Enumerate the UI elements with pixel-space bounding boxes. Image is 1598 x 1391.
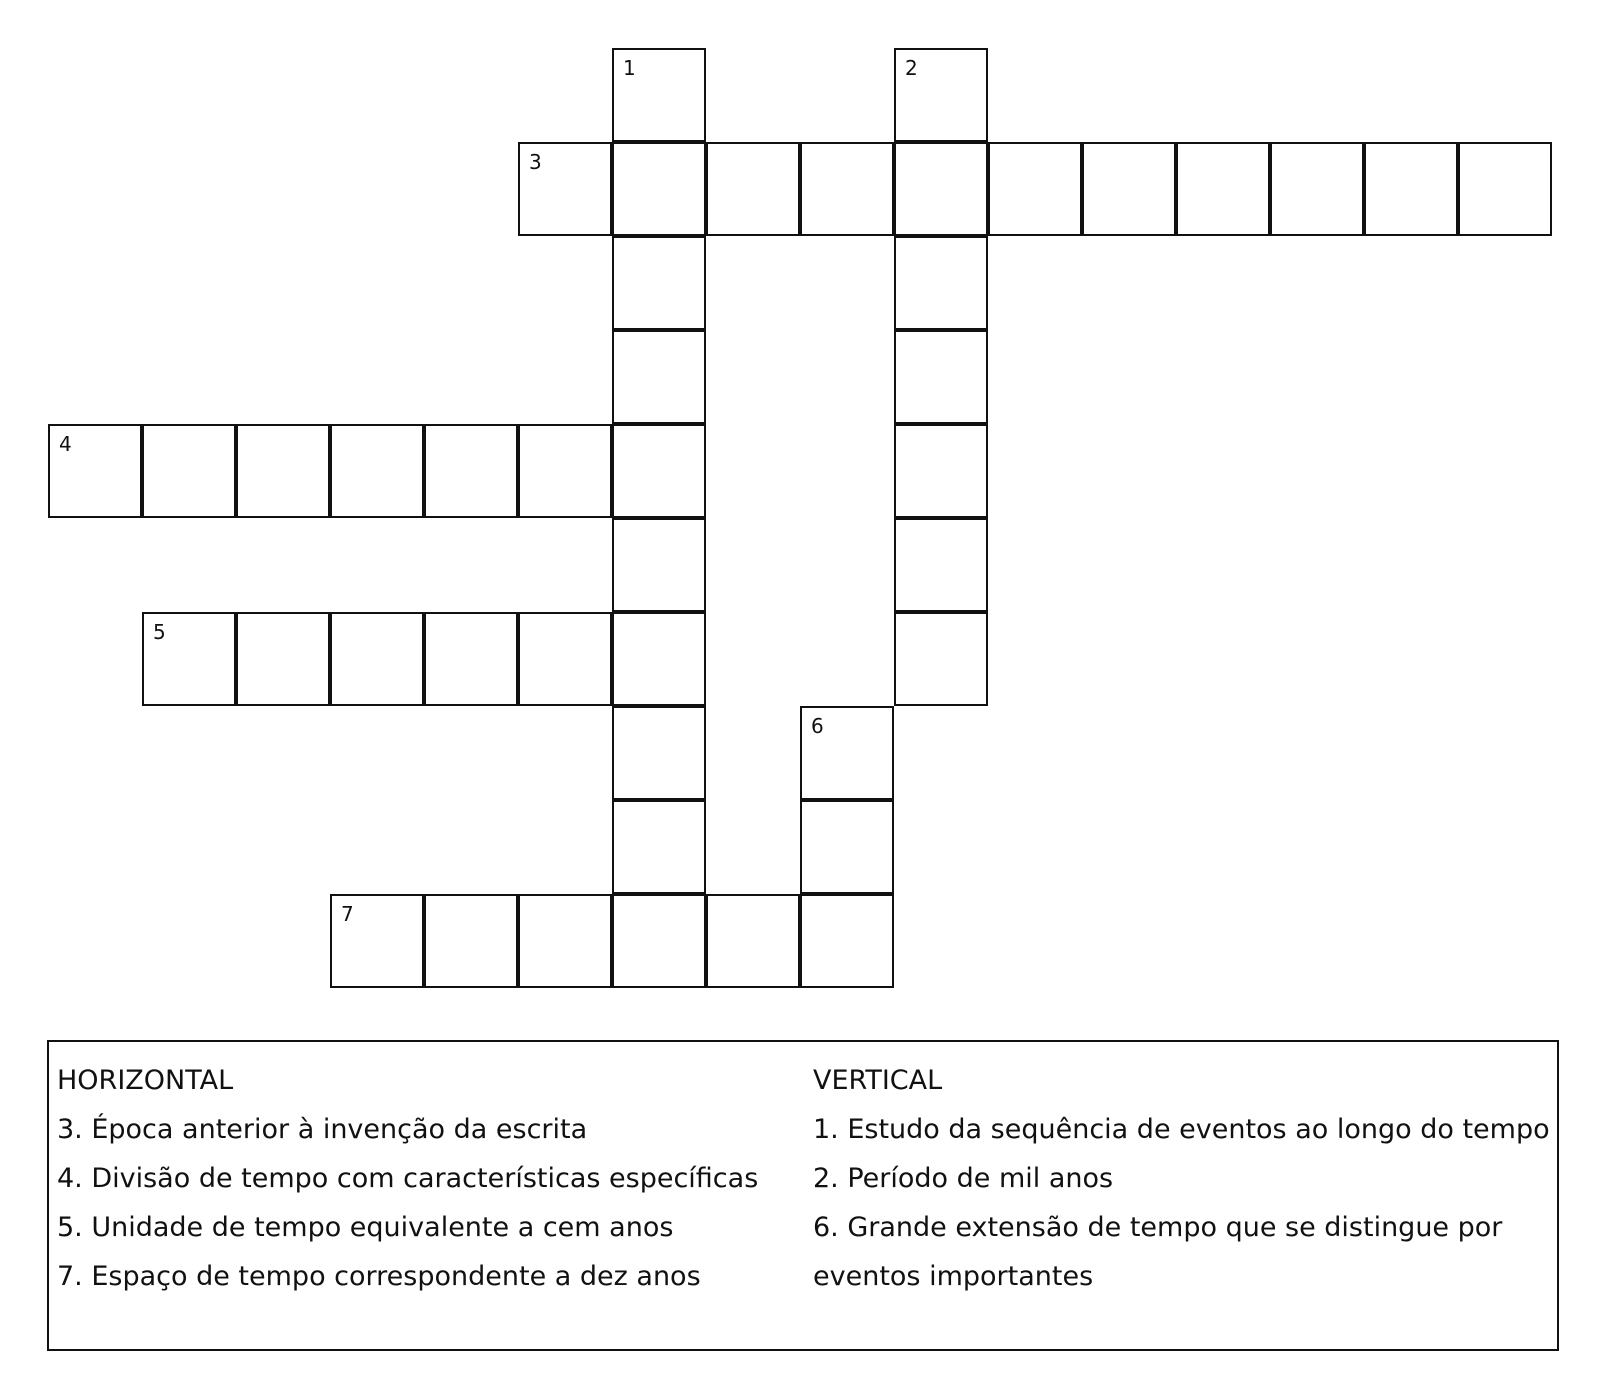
crossword-cell[interactable] [518,424,612,518]
clue-number-label: 6 [811,714,824,738]
crossword-cell[interactable] [424,424,518,518]
clue-box [47,1040,1559,1351]
crossword-cell[interactable] [1176,142,1270,236]
crossword-cell[interactable] [612,142,706,236]
clue-horizontal-5: 5. Unidade de tempo equivalente a cem anos [57,1212,674,1243]
crossword-cell[interactable] [424,894,518,988]
clue-vertical-6: 6. Grande extensão de tempo que se distingue por eventos importantes [813,1212,1503,1292]
clue-horizontal-4: 4. Divisão de tempo com características específicas [57,1163,759,1194]
crossword-cell[interactable] [894,612,988,706]
crossword-cell[interactable] [800,894,894,988]
vertical-clues-column [813,1056,1553,1301]
crossword-cell[interactable] [706,894,800,988]
crossword-cell[interactable] [894,236,988,330]
crossword-cell[interactable] [800,142,894,236]
horizontal-clues-column [57,1056,797,1301]
crossword-cell[interactable] [612,894,706,988]
crossword-cell[interactable] [894,142,988,236]
crossword-cell-2[interactable] [894,48,988,142]
clue-number-label: 4 [59,432,72,456]
crossword-cell[interactable] [1458,142,1552,236]
crossword-cell-5[interactable] [142,612,236,706]
crossword-cell[interactable] [236,612,330,706]
crossword-cell[interactable] [330,612,424,706]
crossword-cell[interactable] [236,424,330,518]
clue-number-label: 3 [529,150,542,174]
horizontal-heading: HORIZONTAL [57,1065,234,1096]
crossword-cell[interactable] [518,894,612,988]
crossword-cell[interactable] [142,424,236,518]
crossword-cell[interactable] [988,142,1082,236]
clue-number-label: 7 [341,902,354,926]
crossword-cell[interactable] [706,142,800,236]
clue-vertical-1: 1. Estudo da sequência de eventos ao longo do tempo [813,1114,1550,1145]
clue-horizontal-7: 7. Espaço de tempo correspondente a dez anos [57,1261,701,1292]
crossword-cell[interactable] [330,424,424,518]
crossword-cell[interactable] [612,800,706,894]
crossword-cell-1[interactable] [612,48,706,142]
crossword-cell-6[interactable] [800,706,894,800]
crossword-cell-4[interactable] [48,424,142,518]
crossword-cell[interactable] [424,612,518,706]
crossword-cell[interactable] [800,800,894,894]
crossword-cell[interactable] [612,706,706,800]
crossword-cell-3[interactable] [518,142,612,236]
crossword-cell[interactable] [612,330,706,424]
crossword-cell-7[interactable] [330,894,424,988]
crossword-cell[interactable] [518,612,612,706]
crossword-cell[interactable] [612,612,706,706]
crossword-cell[interactable] [1270,142,1364,236]
crossword-cell[interactable] [1364,142,1458,236]
crossword-cell[interactable] [894,424,988,518]
clue-number-label: 2 [905,56,918,80]
crossword-cell[interactable] [894,330,988,424]
crossword-cell[interactable] [1082,142,1176,236]
crossword-cell[interactable] [612,518,706,612]
crossword-cell[interactable] [612,424,706,518]
clue-vertical-2: 2. Período de mil anos [813,1163,1114,1194]
clue-number-label: 5 [153,620,166,644]
clue-horizontal-3: 3. Época anterior à invenção da escrita [57,1114,588,1145]
vertical-heading: VERTICAL [813,1065,943,1096]
crossword-cell[interactable] [612,236,706,330]
crossword-cell[interactable] [894,518,988,612]
clue-number-label: 1 [623,56,636,80]
